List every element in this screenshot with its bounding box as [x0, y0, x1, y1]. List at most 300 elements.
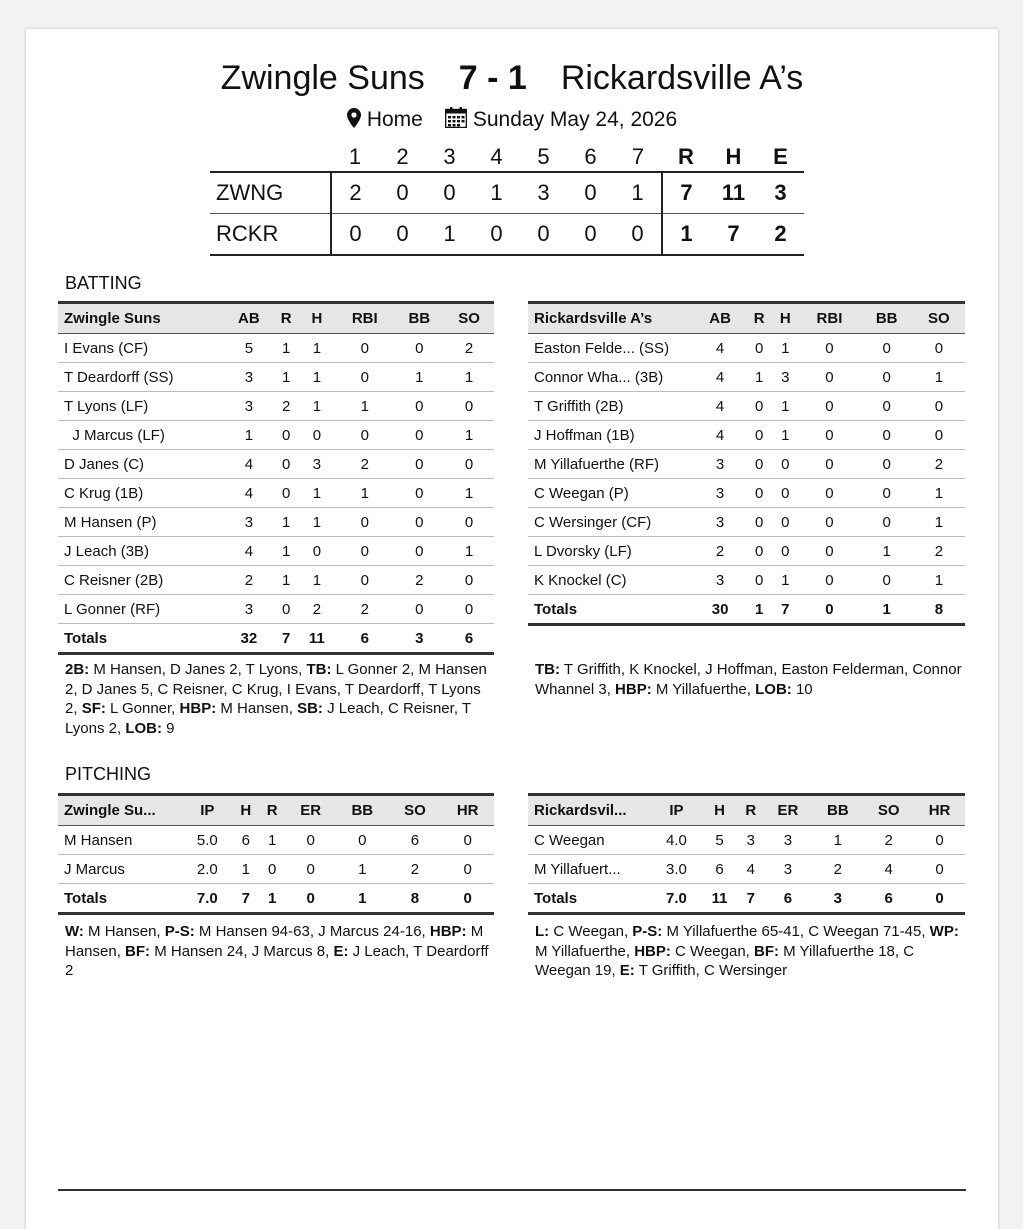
stat-cell: 5: [224, 334, 274, 363]
stat-cell: 0: [335, 421, 394, 450]
stat-cell: 3: [224, 595, 274, 624]
box-score-sheet: [26, 29, 998, 1229]
stat-cell: 5.0: [182, 826, 233, 855]
total-hits: 11: [710, 172, 757, 214]
player-row: [528, 334, 965, 363]
total-errors: 3: [757, 172, 804, 214]
total-cell: 7: [274, 624, 299, 654]
total-cell: 7: [233, 884, 259, 914]
stat-cell: 2: [863, 826, 914, 855]
total-cell: 6: [764, 884, 813, 914]
total-cell: 7: [738, 884, 763, 914]
stat-cell: 0: [274, 479, 299, 508]
stat-cell: 1: [299, 363, 335, 392]
bottom-divider: [58, 1189, 966, 1191]
stat-cell: 0: [861, 363, 913, 392]
stat-column-header: R: [746, 303, 772, 334]
total-runs: 7: [662, 172, 710, 214]
stat-cell: 0: [444, 392, 494, 421]
player-row: [528, 450, 965, 479]
linescore-row-home: [210, 172, 804, 214]
total-cell: 6: [863, 884, 914, 914]
inning-header: 7: [631, 144, 645, 169]
total-cell: 6: [444, 624, 494, 654]
stat-column-header: H: [701, 795, 738, 826]
stat-cell: 0: [746, 450, 772, 479]
stat-cell: 2: [335, 450, 394, 479]
stat-cell: 0: [335, 508, 394, 537]
game-header: [26, 59, 998, 98]
stat-column-header: BB: [336, 795, 389, 826]
stat-cell: 0: [274, 595, 299, 624]
inning-header: 1: [348, 144, 362, 169]
player-row: [58, 450, 494, 479]
stat-cell: 4: [694, 363, 746, 392]
stat-cell: 1: [812, 826, 863, 855]
totals-label: Totals: [58, 624, 224, 654]
player-row: [528, 392, 965, 421]
stat-cell: 3.0: [652, 855, 701, 884]
stat-cell: 0: [444, 508, 494, 537]
stat-column-header: HR: [914, 795, 965, 826]
total-cell: 0: [798, 595, 860, 625]
stat-cell: 4: [694, 334, 746, 363]
stat-cell: 3: [764, 826, 813, 855]
stat-cell: 3: [224, 363, 274, 392]
player-row: [528, 508, 965, 537]
player-name: I Evans (CF): [58, 334, 224, 363]
stat-cell: 1: [913, 479, 965, 508]
inning-runs: 0: [567, 214, 614, 256]
note-value: M Yillafuerthe 65-41, C Weegan 71-45,: [662, 923, 930, 940]
stat-cell: 0: [299, 537, 335, 566]
stat-cell: 1: [233, 855, 259, 884]
totals-row: [58, 884, 494, 914]
pitching-table-home: [58, 793, 494, 915]
game-date: Sunday May 24, 2026: [472, 108, 678, 131]
player-name: T Deardorff (SS): [58, 363, 224, 392]
player-name: C Weegan: [528, 826, 652, 855]
stat-cell: 0: [285, 826, 336, 855]
note-key: SB:: [297, 700, 323, 717]
stat-cell: 0: [336, 826, 389, 855]
player-row: [528, 363, 965, 392]
note-key: LOB:: [755, 680, 792, 698]
stat-cell: 0: [746, 392, 772, 421]
stat-cell: 4: [694, 421, 746, 450]
stat-cell: 3: [694, 566, 746, 595]
stat-column-header: RBI: [798, 303, 860, 334]
stat-cell: 1: [746, 363, 772, 392]
stat-cell: 4: [694, 392, 746, 421]
total-cell: 0: [285, 884, 336, 914]
total-cell: 7: [772, 595, 798, 625]
linescore-team: RCKR: [210, 214, 331, 256]
total-cell: 30: [694, 595, 746, 625]
inning-runs: 0: [379, 172, 426, 214]
total-cell: 1: [861, 595, 913, 625]
stat-column-header: IP: [182, 795, 233, 826]
stat-cell: 0: [274, 450, 299, 479]
note-key: 2B:: [65, 661, 90, 678]
stat-column-header: BB: [861, 303, 913, 334]
player-row: [58, 334, 494, 363]
stat-cell: 0: [444, 595, 494, 624]
total-hits: 7: [710, 214, 757, 256]
note-key: E:: [619, 962, 635, 979]
player-row: [528, 537, 965, 566]
player-row: [528, 566, 965, 595]
stat-cell: 6: [389, 826, 442, 855]
stat-cell: 3: [772, 363, 798, 392]
away-team-name: Rickardsville A’s: [560, 59, 804, 97]
inning-runs: 0: [331, 214, 379, 256]
player-row: [58, 595, 494, 624]
total-cell: 8: [389, 884, 442, 914]
stat-column-header: SO: [913, 303, 965, 334]
hits-header: H: [725, 144, 742, 169]
player-name: J Leach (3B): [58, 537, 224, 566]
player-name: J Hoffman (1B): [528, 421, 694, 450]
stats-header-row: [58, 303, 494, 334]
stat-cell: 0: [798, 566, 860, 595]
note-key: LOB:: [125, 719, 162, 737]
stat-column-header: ER: [764, 795, 813, 826]
stat-cell: 1: [274, 537, 299, 566]
totals-label: Totals: [58, 884, 182, 914]
total-cell: 7.0: [652, 884, 701, 914]
stat-cell: 0: [913, 421, 965, 450]
pitching-table-away: [528, 793, 965, 915]
stat-cell: 0: [274, 421, 299, 450]
stat-cell: 0: [441, 855, 494, 884]
inning-header: 3: [443, 144, 456, 169]
stat-cell: 1: [274, 363, 299, 392]
stat-cell: 1: [274, 334, 299, 363]
player-name: C Weegan (P): [528, 479, 694, 508]
linescore-row-away: [210, 214, 804, 256]
note-key: E:: [333, 942, 349, 960]
note-value: M Yillafuerthe,: [535, 942, 635, 960]
stats-header-row: [528, 303, 965, 334]
player-name: M Yillafuerthe (RF): [528, 450, 694, 479]
inning-header: 2: [396, 144, 409, 169]
stat-cell: 2: [274, 392, 299, 421]
player-row: [58, 479, 494, 508]
batting-notes-away: [535, 660, 965, 699]
stat-cell: 0: [394, 508, 444, 537]
stat-cell: 0: [914, 855, 965, 884]
stat-column-header: AB: [694, 303, 746, 334]
note-value: M Hansen,: [216, 700, 298, 717]
player-name: M Hansen: [58, 826, 182, 855]
total-cell: 0: [914, 884, 965, 914]
total-cell: 11: [299, 624, 335, 654]
linescore-team-header: [210, 143, 331, 172]
inning-header: 5: [537, 144, 550, 169]
note-value: M Hansen,: [65, 923, 484, 960]
player-row: [58, 363, 494, 392]
stat-cell: 0: [746, 334, 772, 363]
stat-cell: 2: [394, 566, 444, 595]
stat-cell: 0: [746, 537, 772, 566]
note-key: SF:: [81, 700, 106, 717]
stat-cell: 1: [444, 479, 494, 508]
stat-cell: 0: [444, 450, 494, 479]
errors-header: E: [773, 144, 788, 169]
note-value: C Weegan,: [670, 942, 754, 960]
total-runs: 1: [662, 214, 710, 256]
player-row: [58, 826, 494, 855]
total-cell: 3: [812, 884, 863, 914]
stat-cell: 1: [772, 566, 798, 595]
note-key: L:: [535, 923, 550, 940]
note-key: HBP:: [179, 700, 217, 717]
stat-cell: 0: [798, 363, 860, 392]
player-name: L Dvorsky (LF): [528, 537, 694, 566]
stat-column-header: BB: [812, 795, 863, 826]
note-value: J Leach, C Reisner, T Lyons 2,: [65, 700, 471, 737]
note-value: M Hansen,: [83, 923, 165, 940]
stat-column-header: H: [299, 303, 335, 334]
total-cell: 1: [336, 884, 389, 914]
note-value: L Gonner 2, M Hansen 2, D Janes 5, C Reisner, C Krug, I Evans, T Deardorff, T Lyons 2,: [65, 661, 487, 717]
batting-notes-home: [65, 660, 490, 738]
stat-cell: 0: [772, 479, 798, 508]
linescore-team: ZWNG: [210, 172, 331, 214]
inning-runs: 1: [426, 214, 473, 256]
stat-column-header: SO: [389, 795, 442, 826]
stat-cell: 0: [746, 421, 772, 450]
total-cell: 8: [913, 595, 965, 625]
stat-column-header: SO: [444, 303, 494, 334]
note-key: HBP:: [429, 923, 467, 940]
note-value: M Yillafuerthe 18, C Weegan 19,: [535, 942, 915, 979]
team-column-header: Rickardsville A’s: [528, 303, 694, 334]
note-value: T Griffith, C Wersinger: [634, 962, 788, 979]
total-cell: 1: [259, 884, 285, 914]
stat-cell: 0: [798, 450, 860, 479]
player-name: T Griffith (2B): [528, 392, 694, 421]
stat-cell: 0: [914, 826, 965, 855]
stat-column-header: HR: [441, 795, 494, 826]
stat-cell: 2: [812, 855, 863, 884]
stat-cell: 0: [798, 334, 860, 363]
calendar-icon: [445, 107, 467, 134]
inning-runs: 0: [473, 214, 520, 256]
stat-column-header: R: [738, 795, 763, 826]
totals-label: Totals: [528, 884, 652, 914]
note-key: BF:: [125, 942, 151, 960]
stat-cell: 0: [394, 450, 444, 479]
stat-cell: 0: [259, 855, 285, 884]
total-cell: 1: [746, 595, 772, 625]
stat-cell: 2.0: [182, 855, 233, 884]
player-name: L Gonner (RF): [58, 595, 224, 624]
stat-cell: 0: [394, 421, 444, 450]
player-name: D Janes (C): [58, 450, 224, 479]
stat-cell: 0: [798, 479, 860, 508]
totals-row: [528, 595, 965, 625]
stat-cell: 0: [913, 334, 965, 363]
player-row: [58, 537, 494, 566]
stat-cell: 0: [335, 334, 394, 363]
pitching-notes-home: [65, 922, 490, 981]
stat-cell: 2: [913, 450, 965, 479]
stat-cell: 1: [224, 421, 274, 450]
totals-label: Totals: [528, 595, 694, 625]
stat-cell: 0: [285, 855, 336, 884]
stat-cell: 6: [233, 826, 259, 855]
stat-cell: 2: [694, 537, 746, 566]
player-name: Easton Felde... (SS): [528, 334, 694, 363]
stat-cell: 0: [798, 508, 860, 537]
stat-cell: 4: [738, 855, 763, 884]
stat-cell: 0: [798, 421, 860, 450]
inning-runs: 1: [473, 172, 520, 214]
stat-cell: 0: [798, 392, 860, 421]
stat-cell: 0: [913, 392, 965, 421]
total-cell: 32: [224, 624, 274, 654]
stat-cell: 0: [394, 595, 444, 624]
stat-cell: 3: [694, 450, 746, 479]
stat-cell: 0: [861, 421, 913, 450]
stat-cell: 3: [299, 450, 335, 479]
stat-cell: 0: [335, 363, 394, 392]
stat-column-header: R: [259, 795, 285, 826]
stat-column-header: BB: [394, 303, 444, 334]
player-row: [58, 566, 494, 595]
stat-cell: 0: [394, 392, 444, 421]
stat-cell: 1: [913, 566, 965, 595]
stat-cell: 1: [772, 421, 798, 450]
stat-cell: 0: [746, 508, 772, 537]
player-name: M Yillafuert...: [528, 855, 652, 884]
stat-cell: 3: [224, 508, 274, 537]
stat-cell: 0: [772, 450, 798, 479]
stat-cell: 6: [701, 855, 738, 884]
inning-runs: 3: [520, 172, 567, 214]
inning-runs: 0: [614, 214, 662, 256]
note-value: M Hansen 24, J Marcus 8,: [150, 942, 334, 960]
stat-cell: 1: [772, 392, 798, 421]
stat-cell: 1: [444, 421, 494, 450]
stat-cell: 0: [861, 479, 913, 508]
player-row: [528, 479, 965, 508]
stat-cell: 4: [863, 855, 914, 884]
inning-header: 6: [584, 144, 597, 169]
stat-cell: 4: [224, 450, 274, 479]
note-key: P-S:: [164, 923, 195, 940]
player-name: C Wersinger (CF): [528, 508, 694, 537]
stat-cell: 0: [861, 334, 913, 363]
stat-column-header: H: [233, 795, 259, 826]
note-key: HBP:: [615, 680, 652, 698]
stat-cell: 1: [299, 334, 335, 363]
note-value: M Hansen, D Janes 2, T Lyons,: [89, 661, 307, 678]
player-row: [528, 855, 965, 884]
stat-cell: 1: [299, 508, 335, 537]
player-row: [528, 421, 965, 450]
stat-cell: 2: [444, 334, 494, 363]
team-column-header: Zwingle Suns: [58, 303, 224, 334]
stat-cell: 4.0: [652, 826, 701, 855]
stat-cell: 4: [224, 479, 274, 508]
stat-cell: 0: [772, 508, 798, 537]
stat-cell: 0: [335, 537, 394, 566]
stat-cell: 0: [772, 537, 798, 566]
stat-cell: 0: [394, 334, 444, 363]
stat-cell: 0: [861, 508, 913, 537]
player-name: Connor Wha... (3B): [528, 363, 694, 392]
stat-cell: 1: [772, 334, 798, 363]
stat-cell: 2: [299, 595, 335, 624]
stat-cell: 0: [394, 537, 444, 566]
stat-cell: 1: [913, 363, 965, 392]
stat-cell: 1: [335, 479, 394, 508]
stat-cell: 1: [336, 855, 389, 884]
stat-cell: 3: [694, 479, 746, 508]
total-cell: 0: [441, 884, 494, 914]
player-name: J Marcus: [58, 855, 182, 884]
inning-runs: 0: [567, 172, 614, 214]
note-key: HBP:: [634, 942, 671, 960]
stat-column-header: SO: [863, 795, 914, 826]
stats-header-row: [528, 795, 965, 826]
stat-cell: 3: [694, 508, 746, 537]
stat-column-header: IP: [652, 795, 701, 826]
stat-cell: 1: [394, 363, 444, 392]
player-name: T Lyons (LF): [58, 392, 224, 421]
batting-table-home: [58, 301, 494, 655]
location-pin-icon: [347, 108, 361, 134]
stat-cell: 1: [861, 537, 913, 566]
player-row: [528, 826, 965, 855]
team-column-header: Zwingle Su...: [58, 795, 182, 826]
total-cell: 6: [335, 624, 394, 654]
stat-cell: 0: [335, 566, 394, 595]
player-name: J Marcus (LF): [58, 421, 224, 450]
stat-cell: 0: [798, 537, 860, 566]
player-name: C Krug (1B): [58, 479, 224, 508]
note-key: WP:: [929, 923, 959, 940]
stat-cell: 0: [444, 566, 494, 595]
inning-runs: 0: [520, 214, 567, 256]
stat-cell: 0: [299, 421, 335, 450]
stat-cell: 1: [259, 826, 285, 855]
stat-cell: 1: [913, 508, 965, 537]
stat-cell: 0: [746, 566, 772, 595]
note-value: M Hansen 94-63, J Marcus 24-16,: [194, 923, 430, 940]
stat-cell: 0: [861, 566, 913, 595]
note-key: W:: [65, 923, 84, 940]
stat-cell: 1: [299, 479, 335, 508]
stat-cell: 1: [444, 537, 494, 566]
stat-cell: 1: [299, 566, 335, 595]
totals-row: [58, 624, 494, 654]
total-cell: 3: [394, 624, 444, 654]
linescore-header-row: [210, 143, 804, 172]
inning-runs: 1: [614, 172, 662, 214]
note-value: T Griffith, K Knockel, J Hoffman, Easton Felderman, Connor Whannel 3,: [535, 661, 962, 698]
stat-column-header: R: [274, 303, 299, 334]
runs-header: R: [678, 144, 694, 169]
note-key: BF:: [754, 942, 779, 960]
inning-runs: 0: [426, 172, 473, 214]
game-meta: [26, 107, 998, 134]
note-key: TB:: [535, 661, 560, 678]
stat-cell: 0: [861, 392, 913, 421]
